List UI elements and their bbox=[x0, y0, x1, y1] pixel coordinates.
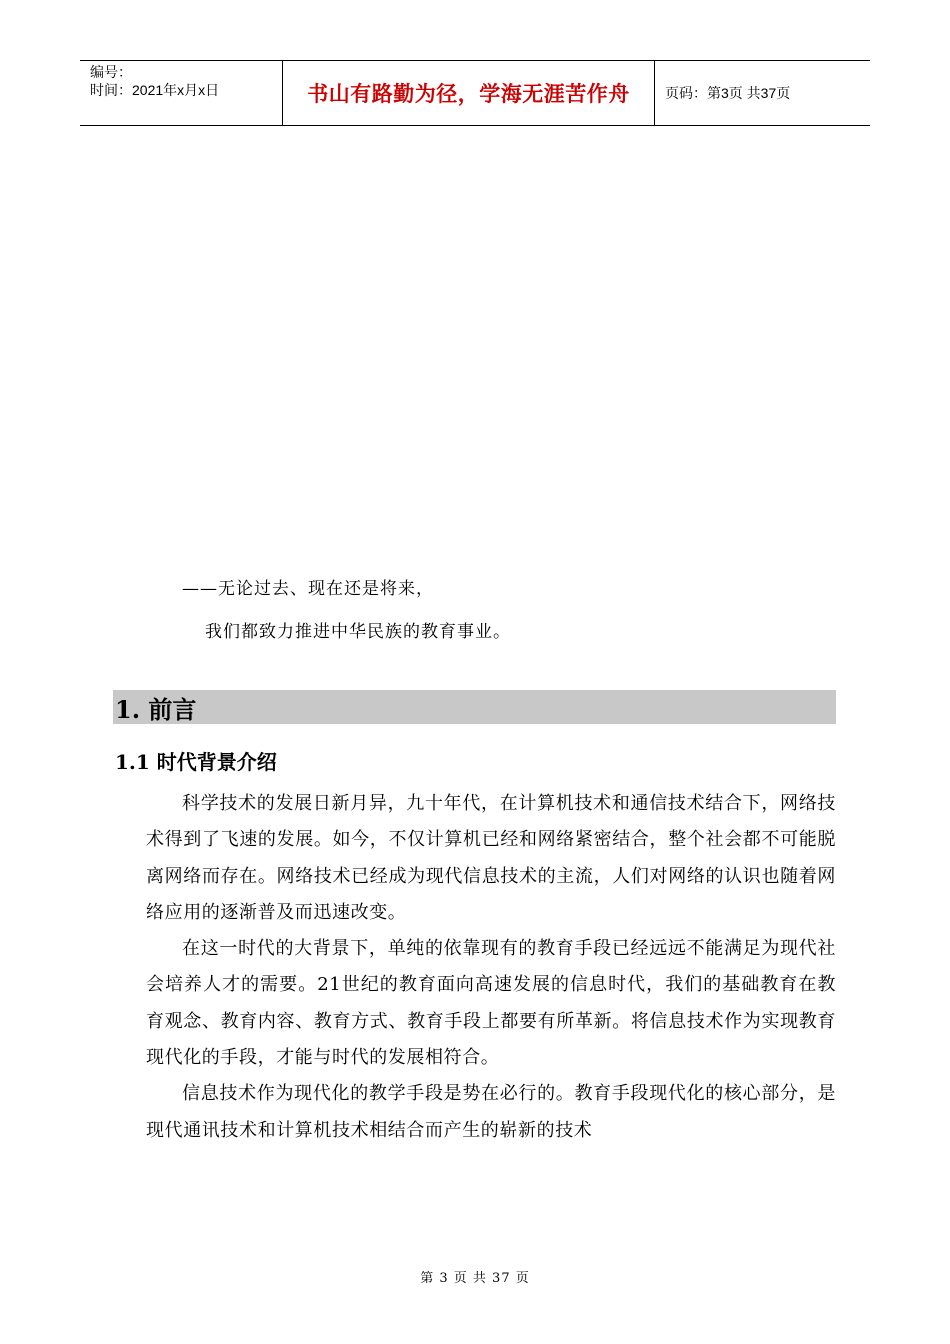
header-motto-cell bbox=[282, 61, 655, 125]
page-header bbox=[80, 60, 870, 126]
header-motto: 书山有路勤为径，学海无涯苦作舟 bbox=[307, 82, 630, 106]
quote-line-2: 我们都致力推进中华民族的教育事业。 bbox=[205, 622, 511, 642]
quote-line-1: ——无论过去、现在还是将来， bbox=[182, 579, 434, 599]
header-page-info: 页码：第3页 共37页 bbox=[665, 85, 791, 101]
header-meta bbox=[80, 61, 282, 125]
time-label: 时间：2021年x月x日 bbox=[90, 82, 220, 98]
paragraph: 科学技术的发展日新月异，九十年代，在计算机技术和通信技术结合下，网络技术得到了飞速的发展。如今，不仅计算机已经和网络紧密结合，整个社会都不可能脱离网络而存在。网络技术已经成为现代信息技术的主流，人们对网络的认识也随着网络应用的逐渐普及而迅速改变。 bbox=[146, 793, 836, 923]
section-heading: 1. 前言 bbox=[115, 694, 197, 724]
page-footer: 第 3 页 共 37 页 bbox=[420, 1271, 530, 1286]
paragraph: 在这一时代的大背景下，单纯的依靠现有的教育手段已经远远不能满足为现代社会培养人才的需要。21世纪的教育面向高速发展的信息时代，我们的基础教育在教育观念、教育内容、教育方式、教育手段上都要有所革新。将信息技术作为实现教育现代化的手段，才能与时代的发展相符合。 bbox=[146, 938, 836, 1069]
header-page-info-cell bbox=[655, 61, 870, 125]
section-heading-bar bbox=[113, 690, 836, 724]
serial-number-label: 编号： bbox=[90, 64, 132, 80]
body-text bbox=[146, 786, 836, 1149]
subsection-heading: 1.1 时代背景介绍 bbox=[115, 750, 277, 774]
paragraph: 信息技术作为现代化的教学手段是势在必行的。教育手段现代化的核心部分，是现代通讯技术和计算机技术相结合而产生的崭新的技术 bbox=[146, 1083, 836, 1141]
